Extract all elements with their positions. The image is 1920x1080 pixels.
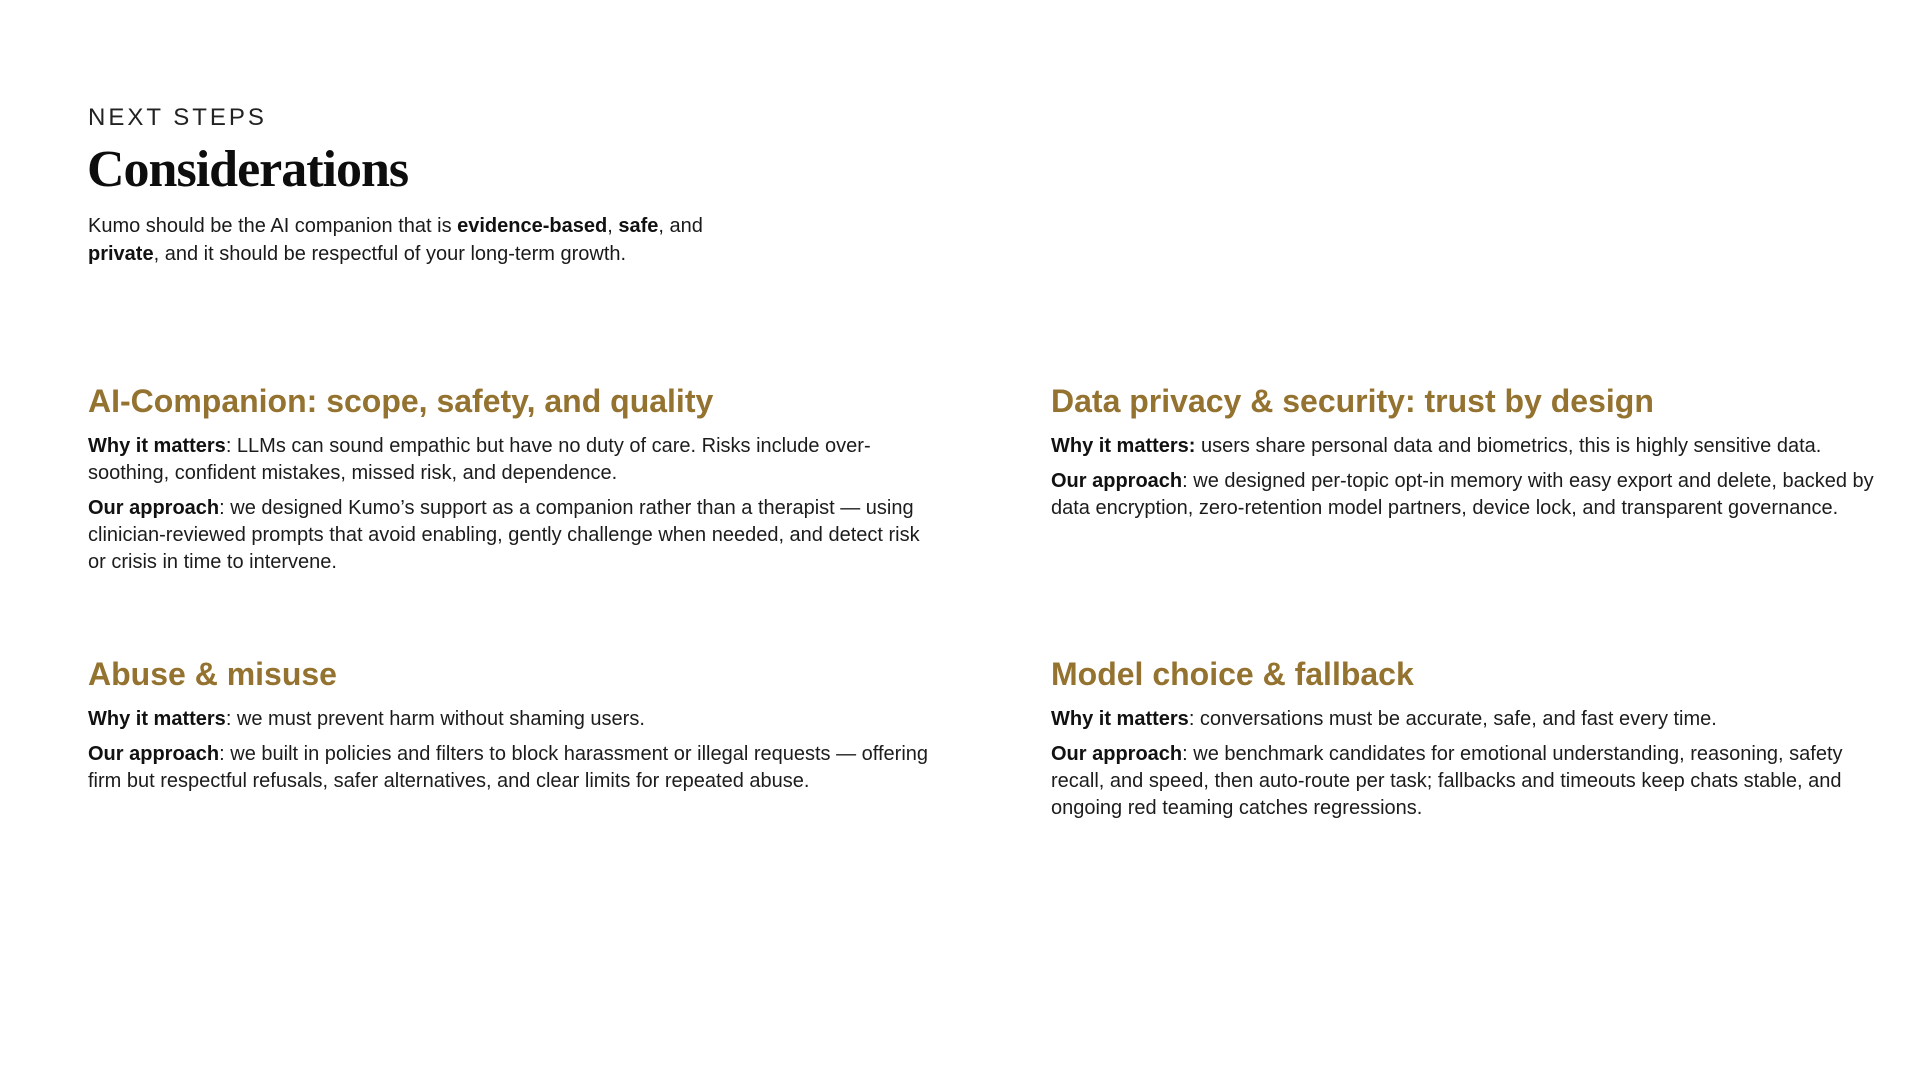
page-title: Considerations bbox=[87, 141, 409, 198]
intro-text-4: , and it should be respectful of your long-term growth. bbox=[153, 243, 627, 265]
approach-text: : we designed per-topic opt-in memory with easy export and delete, backed by data encryption, zero-retention model partners, device lock, and transparent governance. bbox=[1051, 470, 1874, 519]
why-label: Why it matters bbox=[88, 708, 226, 730]
why-label: Why it matters bbox=[88, 435, 226, 457]
why-label: Why it matters bbox=[1051, 708, 1189, 730]
intro-text-3: , and bbox=[658, 215, 703, 237]
intro-bold-safe: safe bbox=[618, 215, 659, 237]
section-data-privacy bbox=[1051, 381, 1881, 530]
intro-bold-private: private bbox=[88, 243, 154, 265]
intro-bold-evidence: evidence-based bbox=[457, 215, 608, 237]
why-text: : we must prevent harm without shaming users. bbox=[225, 708, 645, 730]
intro-text-1: Kumo should be the AI companion that is bbox=[88, 215, 458, 237]
section-heading: Abuse & misuse bbox=[88, 656, 337, 692]
section-model-choice bbox=[1051, 654, 1891, 830]
section-heading: Data privacy & security: trust by design bbox=[1051, 383, 1654, 419]
section-abuse-misuse bbox=[88, 654, 948, 803]
our-approach bbox=[88, 741, 948, 795]
why-text: : conversations must be accurate, safe, and fast every time. bbox=[1188, 708, 1717, 730]
approach-label: Our approach bbox=[1051, 743, 1183, 765]
why-text: users share personal data and biometrics, this is highly sensitive data. bbox=[1195, 435, 1822, 457]
our-approach bbox=[1051, 741, 1891, 822]
why-it-matters bbox=[1051, 433, 1881, 460]
why-text: : LLMs can sound empathic but have no duty of care. Risks include over-soothing, confident mistakes, missed risk, and dependence. bbox=[88, 435, 871, 484]
why-it-matters bbox=[1051, 706, 1891, 733]
approach-label: Our approach bbox=[88, 743, 220, 765]
why-label: Why it matters: bbox=[1051, 435, 1196, 457]
why-it-matters bbox=[88, 706, 948, 733]
approach-text: : we built in policies and filters to block harassment or illegal requests — offering firm but respectful refusals, safer alternatives, and clear limits for repeated abuse. bbox=[88, 743, 929, 792]
approach-text: : we benchmark candidates for emotional understanding, reasoning, safety recall, and speed, then auto-route per task; fallbacks and timeouts keep chats stable, and ongoing red teaming catches regressions. bbox=[1051, 743, 1843, 819]
section-heading: AI-Companion: scope, safety, and quality bbox=[88, 383, 714, 419]
approach-label: Our approach bbox=[88, 497, 220, 519]
our-approach bbox=[88, 495, 938, 576]
eyebrow-label: NEXT STEPS bbox=[88, 104, 267, 131]
our-approach bbox=[1051, 468, 1881, 522]
intro-text-2: , bbox=[607, 215, 619, 237]
intro-paragraph bbox=[88, 212, 788, 268]
approach-text: : we designed Kumo’s support as a companion rather than a therapist — using clinician-reviewed prompts that avoid enabling, gently challenge when needed, and detect risk or crisis in time to intervene. bbox=[88, 497, 920, 573]
approach-label: Our approach bbox=[1051, 470, 1183, 492]
section-heading: Model choice & fallback bbox=[1051, 656, 1414, 692]
section-ai-companion bbox=[88, 381, 938, 584]
why-it-matters bbox=[88, 433, 938, 487]
